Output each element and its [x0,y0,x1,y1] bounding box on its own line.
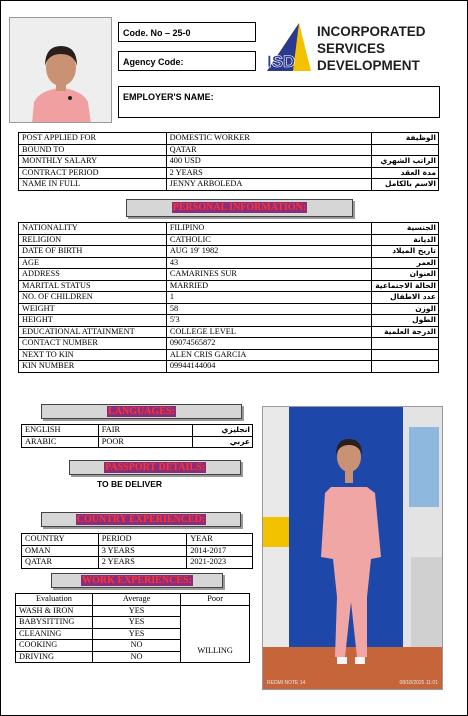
work-header: Poor [181,594,250,606]
personal-label-arabic: الديانة [372,234,439,246]
personal-label: EDUCATIONAL ATTAINMENT [19,326,167,338]
work-row [16,605,250,617]
work-average: NO [92,651,180,663]
work-poor-note: WILLING [181,605,250,663]
country-period: 2 YEARS [98,557,187,569]
work-average: YES [92,628,180,640]
logo-line-1: INCORPORATED [317,24,426,39]
personal-value: 5'3 [166,315,371,327]
work-title: WORK EXPERIENCES: [82,575,192,586]
work-header: Average [92,594,180,606]
work-header: Evaluation [16,594,93,606]
personal-label-arabic: الطول [372,315,439,327]
personal-row [19,338,439,350]
personal-label-arabic: تاريخ الميلاد [372,246,439,258]
personal-label-arabic: العنوان [372,269,439,281]
svg-text:ISD: ISD [267,52,296,71]
country-period: 3 YEARS [98,545,187,557]
personal-row [19,349,439,361]
job-label-arabic: الراتب الشهري [372,156,439,168]
personal-value: FILIPINO [166,223,371,235]
language-name: ENGLISH [22,425,99,437]
personal-table [18,222,439,373]
personal-value: 09074565872 [166,338,371,350]
personal-label-arabic: الجنسية [372,223,439,235]
personal-row [19,326,439,338]
language-level: FAIR [98,425,192,437]
personal-value: CAMARINES SUR [166,269,371,281]
job-row [19,144,439,156]
personal-label-arabic: العمر [372,257,439,269]
personal-row [19,292,439,304]
personal-value: 09944144004 [166,361,371,373]
job-label: NAME IN FULL [19,179,167,191]
country-header: COUNTRY [22,534,99,546]
passport-note: TO BE DELIVER [97,479,163,489]
job-value: QATAR [166,144,371,156]
language-level: POOR [98,436,192,448]
job-row [19,179,439,191]
personal-label: NEXT TO KIN [19,349,167,361]
personal-info-title: PERSONAL INFORMATION: [172,202,307,213]
personal-row [19,234,439,246]
work-average: YES [92,605,180,617]
work-skill: CLEANING [16,628,93,640]
personal-label: DATE OF BIRTH [19,246,167,258]
work-skill: BABYSITTING [16,617,93,629]
language-name-arabic: عربي [193,436,253,448]
job-row [19,156,439,168]
photo-device-stamp: REDMI NOTE 14 [267,680,306,686]
work-banner [51,573,223,588]
work-average: NO [92,640,180,652]
job-label-arabic: الاسم بالكامل [372,179,439,191]
work-average: YES [92,617,180,629]
job-value: JENNY ARBOLEDA [166,179,371,191]
personal-row [19,303,439,315]
agency-code-box [118,51,256,71]
personal-value: COLLEGE LEVEL [166,326,371,338]
country-title: COUNTRY EXPERIENCED: [76,514,206,525]
languages-title: LANGUAGES: [108,406,175,417]
employer-name-label: EMPLOYER'S NAME: [123,92,214,102]
country-table [21,533,253,569]
languages-table [21,424,253,448]
employer-name-box [118,86,440,118]
photo-date-stamp: 08/18/2025 11:01 [399,680,438,686]
personal-label: MARITAL STATUS [19,280,167,292]
applicant-portrait [9,17,112,123]
work-table [15,593,250,663]
country-banner [41,512,241,527]
personal-value: AUG 19' 1982 [166,246,371,258]
personal-value: ALEN CRIS GARCIA [166,349,371,361]
languages-banner [41,404,242,419]
personal-label: KIN NUMBER [19,361,167,373]
country-header: YEAR [187,534,253,546]
personal-value: 43 [166,257,371,269]
job-row [19,167,439,179]
language-name-arabic: انجليزي [193,425,253,437]
language-row [22,425,253,437]
personal-row [19,257,439,269]
logo-line-3: DEVELOPMENT [317,58,420,73]
job-label: POST APPLIED FOR [19,133,167,145]
personal-label: NATIONALITY [19,223,167,235]
personal-row [19,280,439,292]
logo-text [317,23,426,74]
passport-banner [69,460,241,475]
job-label: CONTRACT PERIOD [19,167,167,179]
personal-label: AGE [19,257,167,269]
work-skill: DRIVING [16,651,93,663]
country-year: 2021-2023 [187,557,253,569]
personal-row [19,315,439,327]
personal-value: MARRIED [166,280,371,292]
personal-row [19,269,439,281]
country-name: QATAR [22,557,99,569]
personal-label: RELIGION [19,234,167,246]
company-logo [263,21,463,75]
logo-line-2: SERVICES [317,41,386,56]
applicant-full-photo [262,406,443,690]
job-table [18,132,439,191]
personal-label: NO. OF CHILDREN [19,292,167,304]
personal-label: ADDRESS [19,269,167,281]
work-skill: WASH & IRON [16,605,93,617]
agency-code-label: Agency Code: [123,57,184,67]
personal-label-arabic [372,338,439,350]
personal-label-arabic: الوزن [372,303,439,315]
personal-row [19,246,439,258]
country-header-row [22,534,253,546]
language-name: ARABIC [22,436,99,448]
job-row [19,133,439,145]
country-name: OMAN [22,545,99,557]
personal-value: 58 [166,303,371,315]
personal-value: CATHOLIC [166,234,371,246]
country-row [22,557,253,569]
job-label: BOUND TO [19,144,167,156]
job-value: DOMESTIC WORKER [166,133,371,145]
personal-label-arabic: الدرجة العلمية [372,326,439,338]
personal-label: WEIGHT [19,303,167,315]
passport-title: PASSPORT DETAILS: [105,462,205,473]
logo-triangle-icon [263,21,315,75]
work-skill: COOKING [16,640,93,652]
personal-info-banner [126,199,353,217]
personal-label-arabic [372,349,439,361]
job-label-arabic: الوظيفة [372,133,439,145]
job-label: MONTHLY SALARY [19,156,167,168]
job-value: 400 USD [166,156,371,168]
country-header: PERIOD [98,534,187,546]
country-year: 2014-2017 [187,545,253,557]
country-row [22,545,253,557]
personal-label-arabic [372,361,439,373]
job-value: 2 YEARS [166,167,371,179]
code-number: Code. No – 25-0 [123,28,191,38]
personal-value: 1 [166,292,371,304]
personal-label-arabic: الحالة الاجتماعية [372,280,439,292]
job-label-arabic: مدة العقد [372,167,439,179]
personal-row [19,361,439,373]
language-row [22,436,253,448]
personal-label: CONTACT NUMBER [19,338,167,350]
job-label-arabic [372,144,439,156]
code-number-box [118,22,256,42]
personal-label-arabic: عدد الاطفال [372,292,439,304]
work-header-row [16,594,250,606]
personal-row [19,223,439,235]
personal-label: HEIGHT [19,315,167,327]
